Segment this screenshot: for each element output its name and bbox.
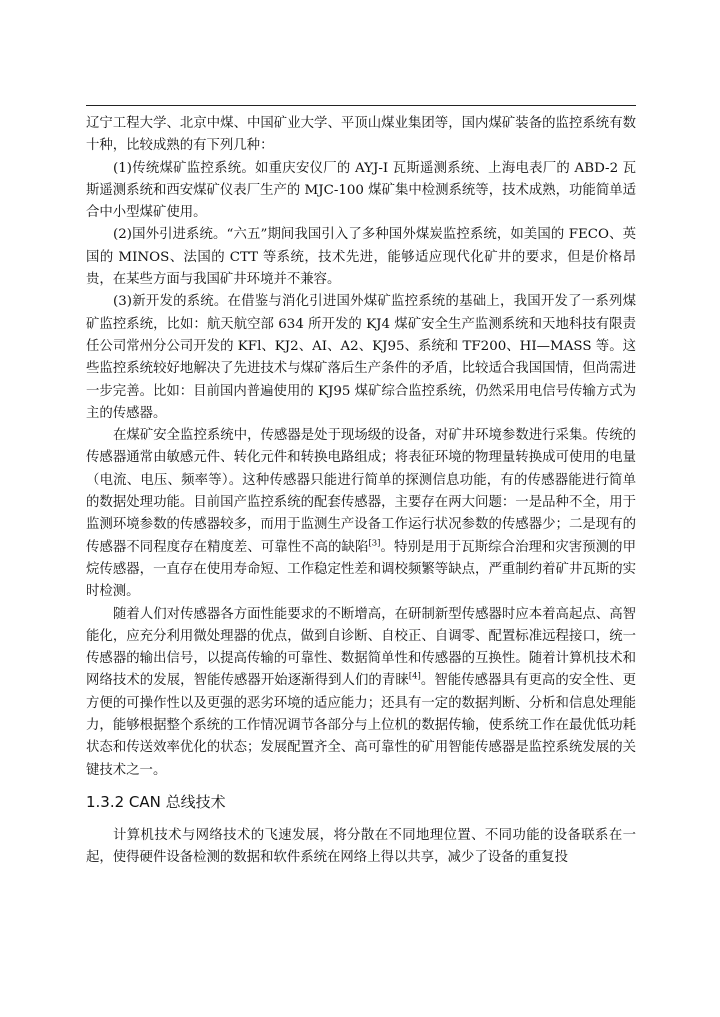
paragraph-text: 。特别是用于瓦斯综合治理和灾害预测的甲烷传感器，一直存在使用寿命短、工作稳定性差和调校频繁等缺点，严重制约着矿井瓦斯的实时检测。 <box>86 539 637 600</box>
page-body <box>86 113 636 870</box>
paragraph: (3)新开发的系统。在借鉴与消化引进国外煤矿监控系统的基础上，我国开发了一系列煤矿监控系统，比如：航天航空部 634 所开发的 KJ4 煤矿安全生产监测系统和天地科技有限责任公司常州分公司开发的 KFl、KJ2、AI、A2、KJ95、系统和 TF200、HI—MASS 等。这些监控系统较好地解决了先进技术与煤矿落后生产条件的矛盾，比较适合我国国情，但尚需进一步完善。比如：目前国内普遍使用的 KJ95 煤矿综合监控系统，仍然采用电信号传输方式为主的传感器。 <box>86 294 636 421</box>
paragraph: (2)国外引进系统。“六五”期间我国引入了多种国外煤炭监控系统，如美国的 FECO、英国的 MINOS、法国的 CTT 等系统，技术先进，能够适应现代化矿井的要求，但是价格昂贵，在某些方面与我国矿井环境并不兼容。 <box>86 227 636 288</box>
paragraph-text: 。智能传感器具有更高的安全性、更方便的可操作性以及更强的恶劣环境的适应能力；还具有一定的数据判断、分析和信息处理能力，能够根据整个系统的工作情况调节各部分与上位机的数据传输，使系统工作在最优低功耗状态和传送效率优化的状态；发展配置齐全、高可靠性的矿用智能传感器是监控系统发展的关键技术之一。 <box>86 673 637 778</box>
paragraph <box>86 425 636 603</box>
paragraph <box>86 604 636 782</box>
section-heading: 1.3.2 CAN 总线技术 <box>86 792 226 811</box>
paragraph: 计算机技术与网络技术的飞速发展，将分散在不同地理位置、不同功能的设备联系在一起，使得硬件设备检测的数据和软件系统在网络上得以共享，减少了设备的重复投 <box>86 827 636 866</box>
paragraph-text: 在煤矿安全监控系统中，传感器是处于现场级的设备，对矿井环境参数进行采集。传统的传感器通常由敏感元件、转化元件和转换电路组成；将表征环境的物理量转换成可使用的电量（电流、电压、频率等）。这种传感器只能进行简单的探测信息功能，有的传感器能进行简单的数据处理功能。目前国产监控系统的配套传感器，主要存在两大问题：一是品种不全，用于监测环境参数的传感器较多，而用于监测生产设备工作运行状况参数的传感器少；二是现有的传感器不同程度存在精度差、可靠性不高的缺陷 <box>86 428 636 555</box>
paragraph: 辽宁工程大学、北京中煤、中国矿业大学、平顶山煤业集团等，国内煤矿装备的监控系统有数十种，比较成熟的有下列几种： <box>86 116 636 154</box>
paragraph-text: 随着人们对传感器各方面性能要求的不断增高，在研制新型传感器时应本着高起点、高智能化，应充分利用微处理器的优点，做到自诊断、自校正、自调零、配置标准远程接口，统一传感器的输出信号，以提高传输的可靠性、数据简单性和传感器的互换性。随着计算机技术和网络技术的发展，智能传感器开始逐渐得到人们的青睐 <box>86 606 636 689</box>
citation-ref: [4] <box>408 671 421 682</box>
citation-ref: [3] <box>368 538 381 549</box>
header-rule <box>86 105 636 106</box>
paragraph: (1)传统煤矿监控系统。如重庆安仪厂的 AYJ-I 瓦斯遥测系统、上海电表厂的 ABD-2 瓦斯遥测系统和西安煤矿仪表厂生产的 MJC-100 煤矿集中检测系统等，技术成熟，功能简单适合中小型煤矿使用。 <box>86 160 636 221</box>
